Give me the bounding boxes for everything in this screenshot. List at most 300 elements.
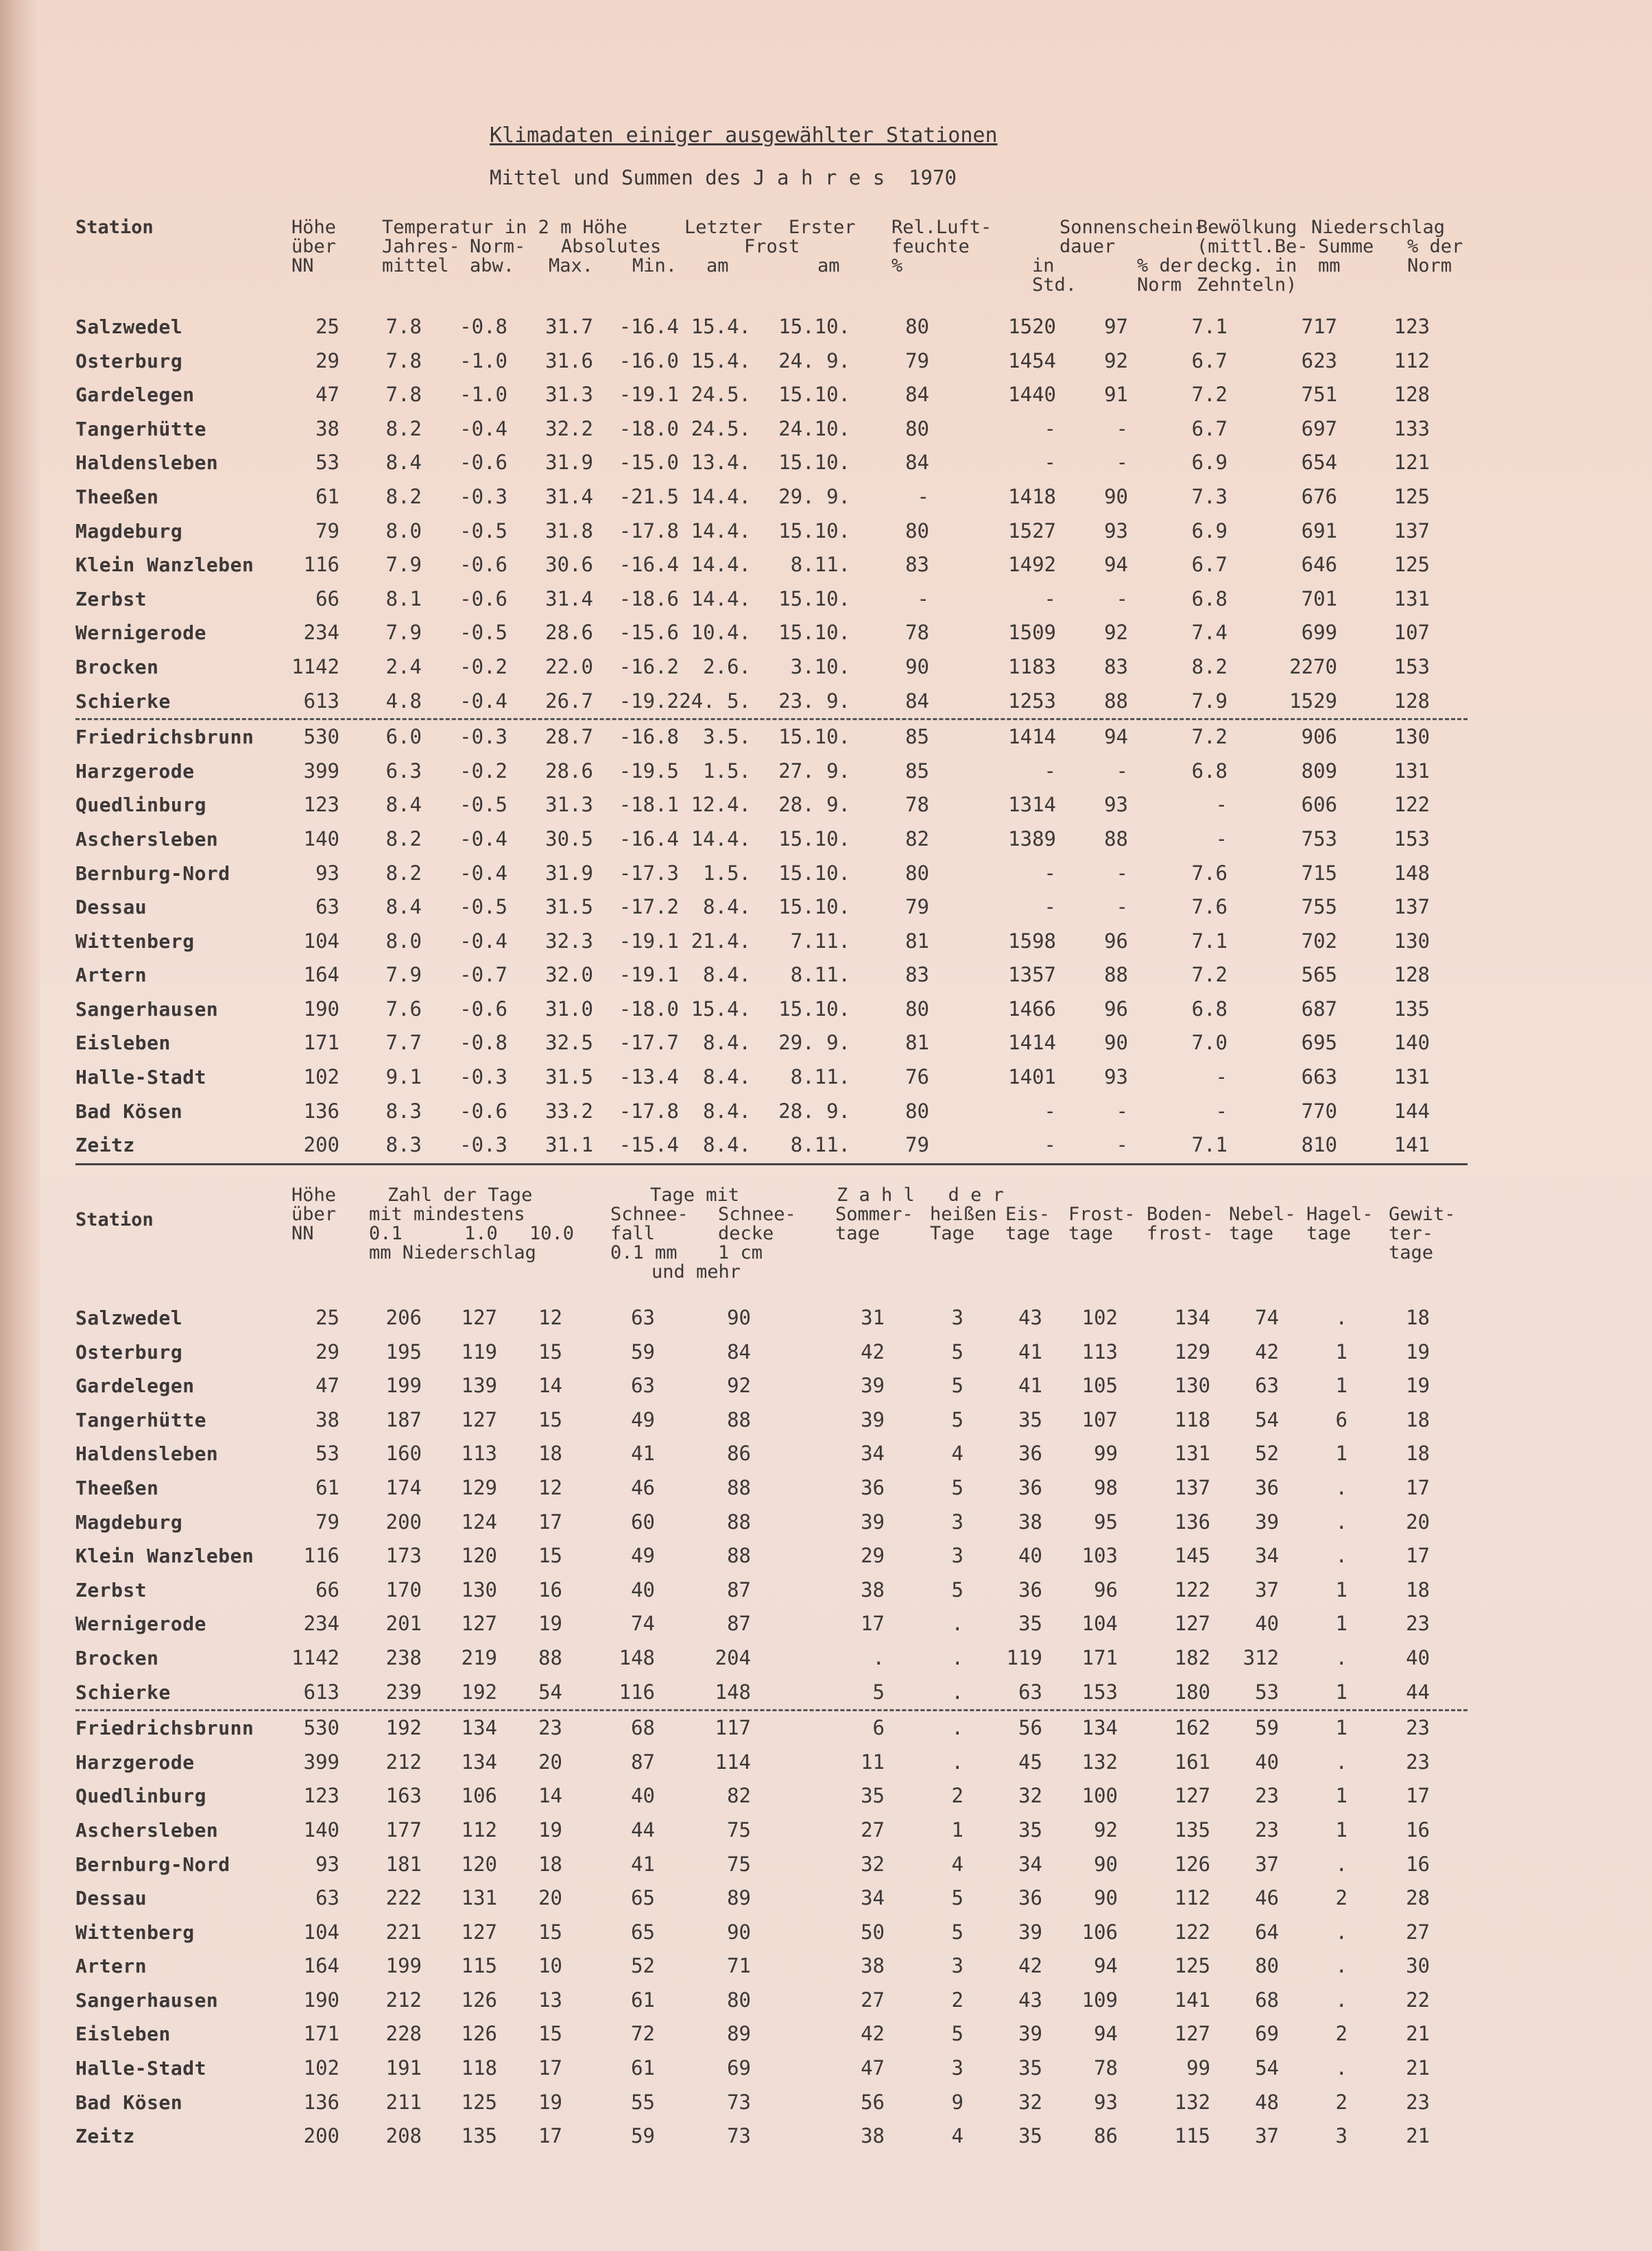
header-mm-niederschlag: mm Niederschlag [369,1242,536,1263]
bodenfrosttage: 118 [1174,1407,1210,1431]
rel-luftfeuchte: 80 [905,861,929,885]
niederschlag-norm: 131 [1393,1065,1430,1089]
erster-frost: 27. 9. [778,759,850,783]
table-row [75,310,1468,344]
sonnenschein-std: - [1044,759,1056,783]
sommertage: 6 [872,1716,885,1740]
sonnenschein-norm: 94 [1104,725,1128,749]
header-prozent-norm: % der Norm [1407,236,1463,276]
temp-max: 32.0 [545,963,593,987]
station-name: Dessau [75,896,147,919]
tage-01mm: 206 [385,1306,422,1329]
rel-luftfeuchte: 78 [905,621,929,645]
niederschlag-norm: 125 [1393,553,1430,577]
gewittertage: 19 [1406,1339,1430,1363]
header-und-mehr: und mehr [651,1261,741,1283]
temp-min: -13.4 [619,1065,679,1089]
table-row [75,344,1468,379]
frosttage: 104 [1081,1612,1118,1636]
station-name: Osterburg [75,349,183,372]
station-name: Brocken [75,655,159,678]
schneedecke-tage: 73 [727,2124,751,2148]
schneedecke-tage: 88 [727,1407,751,1431]
station-name: Haldensleben [75,451,219,475]
sonnenschein-std: 1520 [1008,315,1056,338]
normabw: -0.6 [459,586,507,610]
sonnenschein-std: 1389 [1008,826,1056,850]
niederschlag-summe: 809 [1301,759,1337,783]
schneefall-tage: 65 [631,1886,655,1910]
rel-luftfeuchte: 80 [905,1099,929,1123]
station-name: Bernburg-Nord [75,1853,230,1876]
hoehe: 102 [303,1065,339,1089]
letzter-frost: 13.4. [691,451,751,475]
schneedecke-tage: 82 [727,1784,751,1808]
header-summe: Summe mm [1318,236,1374,276]
table2-body [75,1301,1468,2154]
hoehe: 613 [303,689,339,713]
sommertage: 38 [861,2124,885,2148]
station-name: Schierke [75,689,171,713]
table-row [75,1916,1468,1950]
niederschlag-norm: 140 [1393,1031,1430,1055]
letzter-frost: 2.6. [703,654,751,678]
letzter-frost: 8.4. [703,1099,751,1123]
hoehe: 38 [315,416,339,440]
hageltage: . [1335,1306,1348,1329]
table-row [75,1676,1468,1710]
station-name: Halle-Stadt [75,2057,206,2080]
eistage: 32 [1018,2090,1042,2114]
gewittertage: 18 [1406,1577,1430,1601]
sonnenschein-norm: 94 [1104,553,1128,577]
niederschlag-norm: 123 [1393,315,1430,338]
table-row [75,1573,1468,1608]
erster-frost: 15.10. [778,621,850,645]
niederschlag-summe: 654 [1301,451,1337,475]
niederschlag-summe: 699 [1301,621,1337,645]
schneefall-tage: 55 [631,2090,655,2114]
heisse-tage: . [951,1645,963,1669]
normabw: -0.4 [459,416,507,440]
hoehe: 116 [303,1544,339,1568]
header-hoehe: Höhe über NN [291,1184,337,1244]
table-row [75,378,1468,412]
niederschlag-summe: 676 [1301,484,1337,508]
rel-luftfeuchte: - [917,586,929,610]
letzter-frost: 24.5. [691,383,751,407]
schneefall-tage: 68 [631,1716,655,1740]
niederschlag-summe: 751 [1301,383,1337,407]
sonnenschein-std: 1414 [1008,725,1056,749]
nebeltage: 37 [1255,1852,1279,1876]
rel-luftfeuchte: 85 [905,759,929,783]
erster-frost: 15.10. [778,383,850,407]
letzter-frost: 8.4. [703,895,751,919]
frosttage: 102 [1081,1306,1118,1329]
bodenfrosttage: 131 [1174,1442,1210,1466]
bewoelkung: 6.8 [1191,997,1228,1021]
tage-1mm: 113 [461,1442,497,1466]
hoehe: 25 [315,315,339,338]
schneefall-tage: 116 [619,1680,655,1704]
sommertage: . [872,1645,885,1669]
sommertage: 39 [861,1407,885,1431]
temp-min: -19.1 [619,929,679,953]
header-min: Min. [632,255,678,276]
eistage: 35 [1018,2124,1042,2148]
nebeltage: 52 [1255,1442,1279,1466]
niederschlag-summe: 623 [1301,348,1337,372]
sonnenschein-std: - [1044,451,1056,475]
niederschlag-norm: 128 [1393,689,1430,713]
document-title: Klimadaten einiger ausgewählter Stationen [490,123,998,147]
heisse-tage: 4 [951,2124,963,2148]
normabw: -0.6 [459,997,507,1021]
nebeltage: 23 [1255,1818,1279,1842]
bodenfrosttage: 125 [1174,1954,1210,1978]
gewittertage: 17 [1406,1784,1430,1808]
bodenfrosttage: 99 [1186,2056,1210,2080]
temp-min: -18.0 [619,997,679,1021]
normabw: -0.5 [459,519,507,543]
hoehe: 93 [315,861,339,885]
climate-table-2 [75,1183,1468,2154]
table-row [75,1026,1468,1060]
nebeltage: 46 [1255,1886,1279,1910]
nebeltage: 68 [1255,1988,1279,2012]
normabw: -0.5 [459,793,507,817]
table1-body [75,310,1468,1163]
gewittertage: 23 [1406,1716,1430,1740]
sonnenschein-std: - [1044,861,1056,885]
hoehe: 61 [315,1475,339,1499]
eistage: 35 [1018,1612,1042,1636]
temp-min: -17.8 [619,519,679,543]
temp-min: -17.7 [619,1031,679,1055]
header-zahl-der: Z a h l d e r [837,1184,1004,1206]
niederschlag-norm: 125 [1393,484,1430,508]
gewittertage: 18 [1406,1407,1430,1431]
hoehe: 190 [303,997,339,1021]
schneedecke-tage: 117 [715,1716,751,1740]
nebeltage: 69 [1255,2022,1279,2046]
bodenfrosttage: 115 [1174,2124,1210,2148]
bewoelkung: - [1215,826,1228,850]
niederschlag-summe: 2270 [1289,654,1337,678]
rel-luftfeuchte: - [917,484,929,508]
heisse-tage: 5 [951,1920,963,1944]
table-row [75,890,1468,925]
jahresmittel: 7.8 [385,315,422,338]
eistage: 35 [1018,1407,1042,1431]
nebeltage: 23 [1255,1784,1279,1808]
tage-01mm: 195 [385,1339,422,1363]
hoehe: 1142 [291,654,339,678]
frosttage: 132 [1081,1750,1118,1774]
station-name: Harzgerode [75,759,195,783]
temp-min: -18.1 [619,793,679,817]
climate-table-1 [75,214,1468,1163]
frosttage: 94 [1094,1954,1118,1978]
sonnenschein-std: 1454 [1008,348,1056,372]
letzter-frost: 14.4. [691,484,751,508]
schneefall-tage: 87 [631,1750,655,1774]
letzter-frost: 12.4. [691,793,751,817]
station-name: Wernigerode [75,1612,206,1636]
sommertage: 29 [861,1544,885,1568]
jahresmittel: 6.3 [385,759,422,783]
frosttage: 93 [1094,2090,1118,2114]
erster-frost: 24.10. [778,416,850,440]
tage-01mm: 192 [385,1716,422,1740]
table-row [75,2051,1468,2086]
schneefall-tage: 59 [631,1339,655,1363]
hageltage: 1 [1335,1374,1348,1398]
jahresmittel: 8.4 [385,895,422,919]
schneefall-tage: 65 [631,1920,655,1944]
header-temperature-group: Temperatur in 2 m Höhe [382,217,627,238]
sonnenschein-std: - [1044,895,1056,919]
table-row [75,1848,1468,1882]
header-erster: Erster [789,217,856,238]
erster-frost: 28. 9. [778,793,850,817]
hoehe: 104 [303,929,339,953]
jahresmittel: 8.3 [385,1099,422,1123]
station-name: Friedrichsbrunn [75,726,254,749]
eistage: 56 [1018,1716,1042,1740]
table-row [75,480,1468,514]
hoehe: 61 [315,484,339,508]
temp-max: 28.6 [545,759,593,783]
document-subtitle: Mittel und Summen des J a h r e s 1970 [490,166,957,189]
station-name: Eisleben [75,2023,171,2046]
station-name: Artern [75,964,147,987]
heisse-tage: 2 [951,1988,963,2012]
sonnenschein-std: 1418 [1008,484,1056,508]
heisse-tage: 2 [951,1784,963,1808]
table-row [75,2086,1468,2120]
table-row [75,1095,1468,1129]
letzter-frost: 8.4. [703,1031,751,1055]
bodenfrosttage: 141 [1174,1988,1210,2012]
schneefall-tage: 74 [631,1612,655,1636]
station-name: Eisleben [75,1032,171,1055]
tage-10mm: 14 [538,1784,562,1808]
temp-max: 31.7 [545,315,593,338]
frosttage: 95 [1094,1510,1118,1534]
niederschlag-summe: 695 [1301,1031,1337,1055]
hoehe: 79 [315,1510,339,1534]
sonnenschein-std: 1598 [1008,929,1056,953]
jahresmittel: 8.4 [385,793,422,817]
schneedecke-tage: 90 [727,1920,751,1944]
tage-1mm: 127 [461,1920,497,1944]
header-frosttage: Frost- tage [1068,1204,1136,1244]
gewittertage: 17 [1406,1475,1430,1499]
table-row [75,548,1468,582]
header-gewittertage: Gewit- ter- tage [1389,1204,1456,1263]
table-row [75,1437,1468,1471]
tage-01mm: 199 [385,1954,422,1978]
jahresmittel: 4.8 [385,689,422,713]
tage-01mm: 173 [385,1544,422,1568]
letzter-frost: 14.4. [691,586,751,610]
hoehe: 29 [315,1339,339,1363]
tage-1mm: 120 [461,1852,497,1876]
frosttage: 90 [1094,1852,1118,1876]
erster-frost: 15.10. [778,451,850,475]
header-station: Station [75,1209,154,1230]
header-hoehe: Höhe über NN [291,217,337,276]
jahresmittel: 8.2 [385,861,422,885]
gewittertage: 28 [1406,1886,1430,1910]
nebeltage: 34 [1255,1544,1279,1568]
temp-min: -18.0 [619,416,679,440]
schneefall-tage: 148 [619,1645,655,1669]
hoehe: 104 [303,1920,339,1944]
frosttage: 94 [1094,2022,1118,2046]
sonnenschein-std: 1357 [1008,963,1056,987]
eistage: 36 [1018,1577,1042,1601]
tage-10mm: 15 [538,1920,562,1944]
header-nebeltage: Nebel- tage [1229,1204,1296,1244]
tage-1mm: 112 [461,1818,497,1842]
bodenfrosttage: 112 [1174,1886,1210,1910]
table-row [75,1539,1468,1573]
heisse-tage: 3 [951,2056,963,2080]
niederschlag-norm: 137 [1393,519,1430,543]
niederschlag-norm: 144 [1393,1099,1430,1123]
temp-max: 31.9 [545,451,593,475]
sonnenschein-norm: 92 [1104,621,1128,645]
hoehe: 136 [303,1099,339,1123]
bewoelkung: 7.4 [1191,621,1228,645]
temp-max: 31.1 [545,1133,593,1157]
station-name: Harzgerode [75,1750,195,1774]
sonnenschein-std: - [1044,586,1056,610]
table-row [75,1711,1468,1746]
tage-1mm: 127 [461,1407,497,1431]
hageltage: 1 [1335,1442,1348,1466]
hoehe: 171 [303,1031,339,1055]
normabw: -0.3 [459,1065,507,1089]
gewittertage: 18 [1406,1306,1430,1329]
sonnenschein-std: 1466 [1008,997,1056,1021]
tage-01mm: 221 [385,1920,422,1944]
header-absolutes: Absolutes [561,236,662,257]
normabw: -0.4 [459,929,507,953]
hoehe: 164 [303,963,339,987]
hoehe: 116 [303,553,339,577]
hoehe: 1142 [291,1645,339,1669]
hoehe: 164 [303,1954,339,1978]
schneedecke-tage: 114 [715,1750,751,1774]
sommertage: 17 [861,1612,885,1636]
table-row [75,1984,1468,2018]
sonnenschein-std: - [1044,1099,1056,1123]
nebeltage: 80 [1255,1954,1279,1978]
heisse-tage: . [951,1680,963,1704]
header-am-letzter: am [706,255,729,276]
table1-header [75,214,1468,310]
rel-luftfeuchte: 78 [905,793,929,817]
table-row [75,582,1468,617]
schneefall-tage: 60 [631,1510,655,1534]
table-row [75,992,1468,1027]
gewittertage: 44 [1406,1680,1430,1704]
bewoelkung: 7.2 [1191,963,1228,987]
rel-luftfeuchte: 84 [905,689,929,713]
sonnenschein-std: 1440 [1008,383,1056,407]
temp-max: 31.3 [545,383,593,407]
frosttage: 153 [1081,1680,1118,1704]
table-row [75,1403,1468,1438]
nebeltage: 48 [1255,2090,1279,2114]
frosttage: 78 [1094,2056,1118,2080]
header-sommertage: Sommer- tage [835,1204,913,1244]
frosttage: 96 [1094,1577,1118,1601]
tage-1mm: 124 [461,1510,497,1534]
hoehe: 200 [303,1133,339,1157]
tage-01mm: 163 [385,1784,422,1808]
hageltage: 1 [1335,1577,1348,1601]
tage-10mm: 17 [538,1510,562,1534]
tage-10mm: 15 [538,2022,562,2046]
heisse-tage: 3 [951,1510,963,1534]
bewoelkung: 6.9 [1191,519,1228,543]
table-row [75,616,1468,650]
bodenfrosttage: 132 [1174,2090,1210,2114]
hoehe: 190 [303,1988,339,2012]
normabw: -0.5 [459,895,507,919]
station-name: Zeitz [75,2125,135,2148]
gewittertage: 19 [1406,1374,1430,1398]
niederschlag-summe: 701 [1301,586,1337,610]
sommertage: 56 [861,2090,885,2114]
temp-min: -15.0 [619,451,679,475]
schneedecke-tage: 87 [727,1612,751,1636]
hoehe: 234 [303,621,339,645]
hageltage: . [1335,1954,1348,1978]
jahresmittel: 7.8 [385,383,422,407]
normabw: -0.4 [459,861,507,885]
schneefall-tage: 61 [631,2056,655,2080]
tage-1mm: 125 [461,2090,497,2114]
eistage: 36 [1018,1442,1042,1466]
temp-min: -16.4 [619,553,679,577]
letzter-frost: 14.4. [691,519,751,543]
jahresmittel: 8.2 [385,826,422,850]
niederschlag-summe: 646 [1301,553,1337,577]
normabw: -0.3 [459,484,507,508]
schneedecke-tage: 86 [727,1442,751,1466]
bewoelkung: 6.7 [1191,348,1228,372]
table-row [75,788,1468,822]
hoehe: 399 [303,1750,339,1774]
temp-max: 33.2 [545,1099,593,1123]
tage-10mm: 54 [538,1680,562,1704]
sommertage: 39 [861,1374,885,1398]
tage-01mm: 208 [385,2124,422,2148]
temp-max: 22.0 [545,654,593,678]
gewittertage: 17 [1406,1544,1430,1568]
tage-01mm: 199 [385,1374,422,1398]
eistage: 38 [1018,1510,1042,1534]
temp-max: 31.4 [545,484,593,508]
station-name: Osterburg [75,1340,183,1363]
sonnenschein-std: 1401 [1008,1065,1056,1089]
